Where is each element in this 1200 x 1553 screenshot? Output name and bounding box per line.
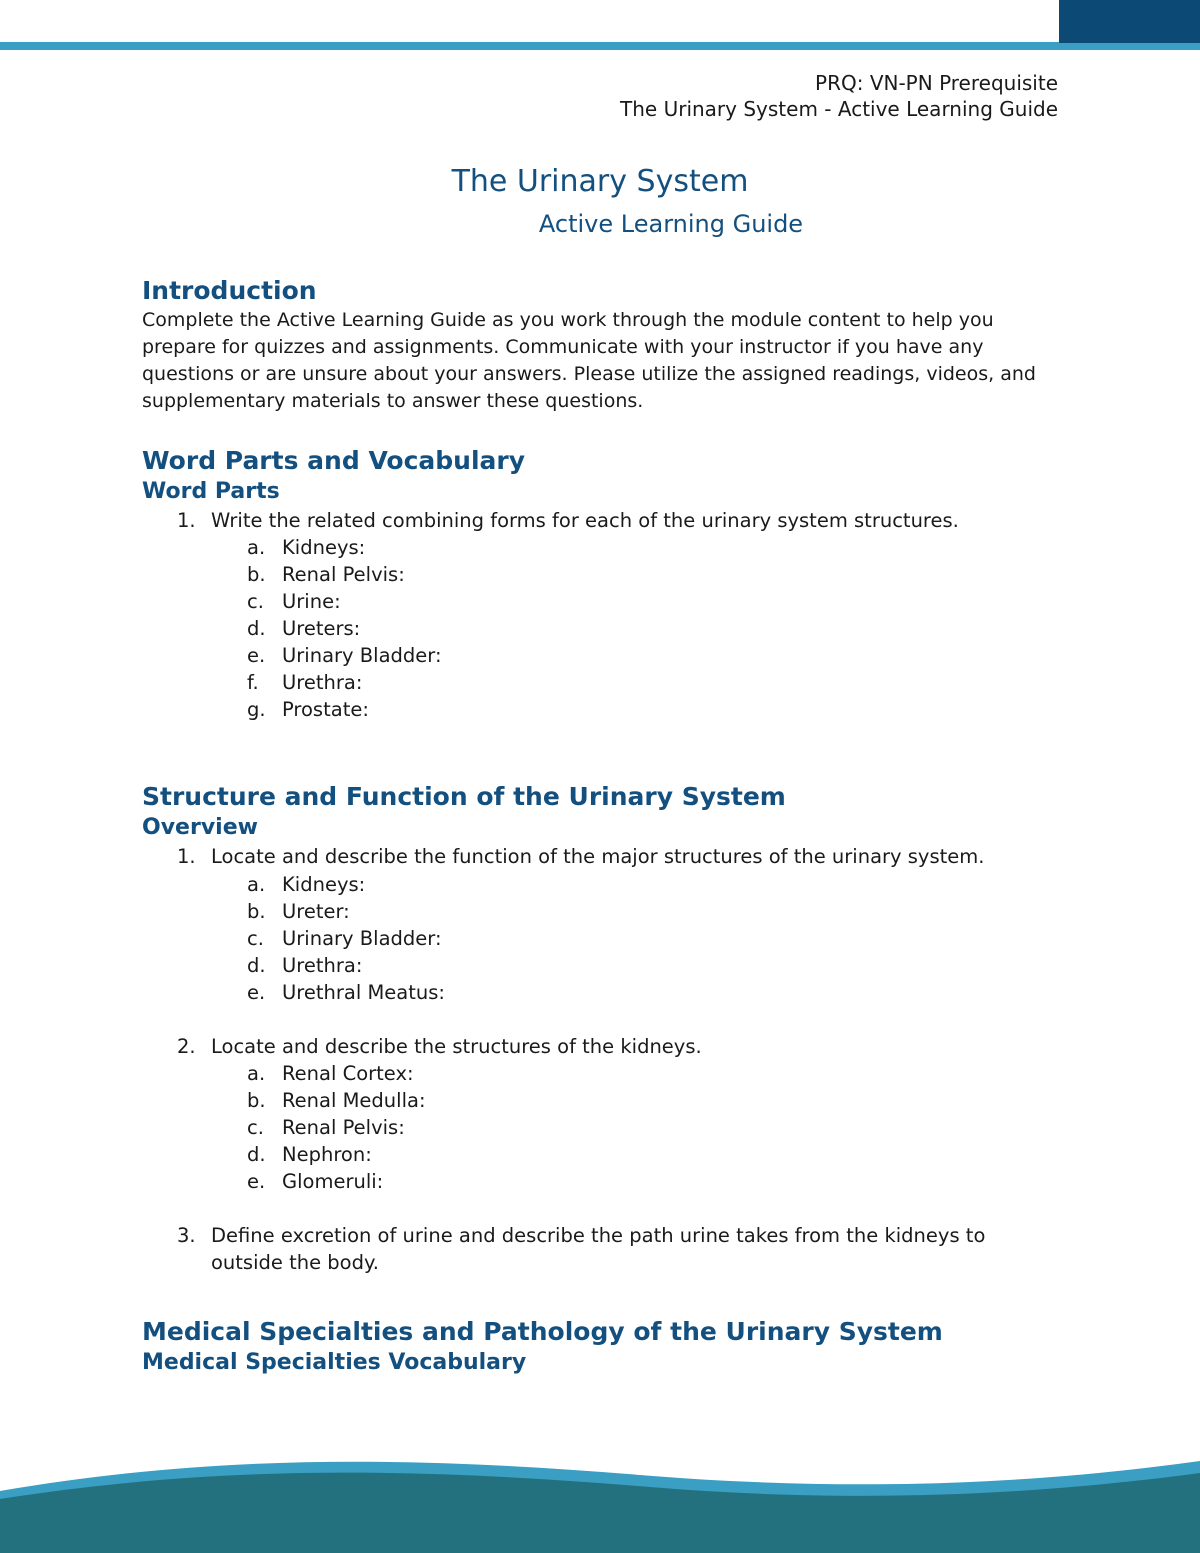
answer-list xyxy=(211,1060,1062,1195)
answer-letter: d. xyxy=(247,617,266,641)
answer-label: Glomeruli: xyxy=(282,1169,384,1193)
header-doc-line: The Urinary System - Active Learning Guide xyxy=(620,97,1058,121)
word-parts-heading: Word Parts and Vocabulary xyxy=(142,446,526,475)
answer-list xyxy=(211,871,1062,1006)
document-subtitle: Active Learning Guide xyxy=(538,210,804,238)
answer-item xyxy=(142,696,1062,723)
answer-list xyxy=(211,534,1062,723)
answer-letter: f. xyxy=(247,671,259,695)
answer-letter: a. xyxy=(247,1061,266,1085)
answer-label: Kidneys: xyxy=(282,536,366,560)
answer-label: Renal Cortex: xyxy=(282,1061,414,1085)
question-text: Locate and describe the function of the major structures of the urinary system. xyxy=(211,845,985,869)
structure-subheading: Overview xyxy=(142,815,258,841)
answer-item xyxy=(142,1087,1062,1114)
answer-letter: g. xyxy=(247,698,266,722)
answer-letter: d. xyxy=(247,1142,266,1166)
answer-letter: b. xyxy=(247,563,266,587)
answer-item xyxy=(142,1141,1062,1168)
answer-letter: a. xyxy=(247,872,266,896)
answer-letter: a. xyxy=(247,536,266,560)
question-text: Locate and describe the structures of the kidneys. xyxy=(211,1034,702,1058)
question-number: 3. xyxy=(177,1223,196,1247)
answer-label: Urine: xyxy=(282,590,341,614)
word-parts-question-list xyxy=(142,507,1062,723)
answer-letter: e. xyxy=(247,980,266,1004)
question-item xyxy=(142,1222,1062,1277)
answer-label: Kidneys: xyxy=(282,872,366,896)
answer-label: Ureter: xyxy=(282,899,350,923)
footer-wave xyxy=(0,1443,1200,1553)
answer-label: Urethra: xyxy=(282,953,363,977)
answer-label: Prostate: xyxy=(282,698,369,722)
answer-item xyxy=(142,1114,1062,1141)
answer-label: Renal Pelvis: xyxy=(282,1115,405,1139)
answer-item xyxy=(142,669,1062,696)
answer-label: Urinary Bladder: xyxy=(282,926,442,950)
answer-letter: c. xyxy=(247,926,264,950)
answer-label: Renal Medulla: xyxy=(282,1088,426,1112)
question-item xyxy=(142,1033,1062,1195)
running-header xyxy=(620,70,1058,122)
answer-label: Urethra: xyxy=(282,671,363,695)
answer-letter: e. xyxy=(247,644,266,668)
answer-item xyxy=(142,1168,1062,1195)
word-parts-subheading: Word Parts xyxy=(142,479,280,504)
answer-item xyxy=(142,534,1062,561)
answer-letter: c. xyxy=(247,1115,264,1139)
answer-label: Renal Pelvis: xyxy=(282,563,405,587)
structure-heading: Structure and Function of the Urinary System xyxy=(142,782,786,812)
document-title: The Urinary System xyxy=(451,164,749,199)
structure-question-list xyxy=(142,843,1062,1276)
document-body xyxy=(142,275,1062,1378)
question-number: 1. xyxy=(177,509,196,532)
answer-label: Urethral Meatus: xyxy=(282,980,445,1004)
question-item xyxy=(142,507,1062,723)
header-corner-block xyxy=(1059,0,1200,43)
answer-letter: c. xyxy=(247,590,264,614)
answer-item xyxy=(142,952,1062,979)
header-accent-rule xyxy=(0,42,1200,50)
answer-item xyxy=(142,898,1062,925)
answer-letter: b. xyxy=(247,1088,266,1112)
question-text: Write the related combining forms for each of the urinary system structures. xyxy=(211,509,959,532)
question-number: 2. xyxy=(177,1034,196,1058)
answer-item xyxy=(142,561,1062,588)
answer-item xyxy=(142,615,1062,642)
answer-label: Urinary Bladder: xyxy=(282,644,442,668)
pathology-subheading: Medical Specialties Vocabulary xyxy=(142,1350,527,1376)
answer-letter: e. xyxy=(247,1169,266,1193)
answer-item xyxy=(142,642,1062,669)
answer-item xyxy=(142,979,1062,1006)
answer-item xyxy=(142,871,1062,898)
intro-paragraph: Complete the Active Learning Guide as you work through the module content to help you prepare for quizzes and assignments. Communicate with your instructor if you have any questions or are unsure about your answers. Please utilize the assigned readings, videos, and supplementary materials to answer these questions. xyxy=(142,309,1036,412)
answer-label: Ureters: xyxy=(282,617,361,641)
question-item xyxy=(142,843,1062,1005)
answer-letter: d. xyxy=(247,953,266,977)
question-number: 1. xyxy=(177,845,196,869)
pathology-heading: Medical Specialties and Pathology of the Urinary System xyxy=(142,1317,943,1347)
header-course-line: PRQ: VN-PN Prerequisite xyxy=(815,71,1058,95)
question-text: Define excretion of urine and describe the path urine takes from the kidneys to outside the body. xyxy=(211,1223,986,1275)
answer-letter: b. xyxy=(247,899,266,923)
intro-heading: Introduction xyxy=(142,276,317,305)
answer-item xyxy=(142,925,1062,952)
answer-label: Nephron: xyxy=(282,1142,372,1166)
answer-item xyxy=(142,1060,1062,1087)
answer-item xyxy=(142,588,1062,615)
